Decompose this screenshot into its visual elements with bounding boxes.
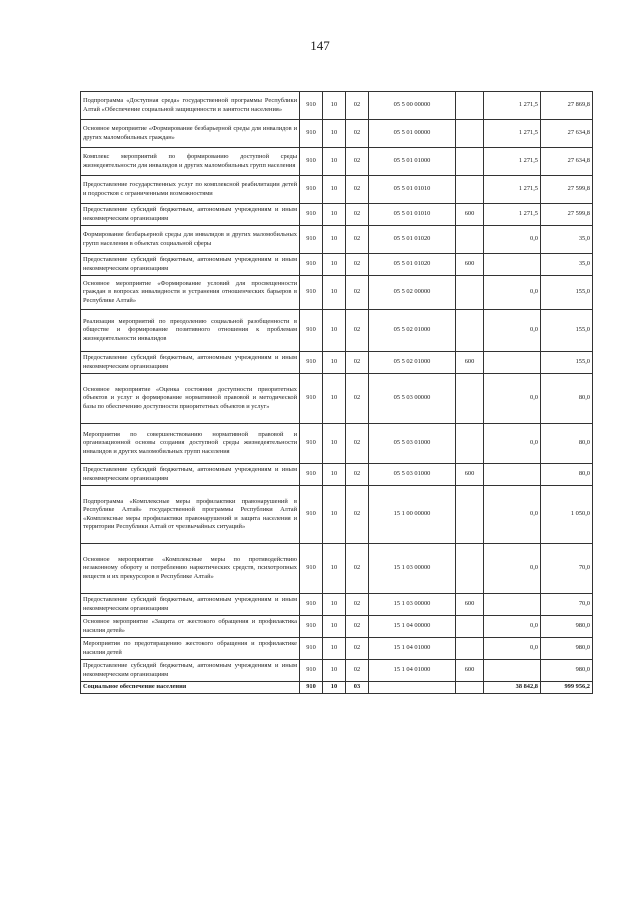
expense-type-cell (456, 310, 484, 352)
table-row (81, 660, 593, 682)
section-code-cell: 10 (323, 660, 346, 682)
ministry-code-cell: 910 (300, 544, 323, 594)
total-amount-cell: 155,0 (541, 276, 593, 310)
section-code-cell: 10 (323, 544, 346, 594)
ministry-code-cell: 910 (300, 226, 323, 254)
total-amount-cell: 80,0 (541, 464, 593, 486)
target-article-cell: 15 1 03 00000 (369, 594, 456, 616)
ministry-code-cell: 910 (300, 120, 323, 148)
total-amount-cell: 999 956,2 (541, 682, 593, 694)
page-number: 147 (310, 38, 330, 53)
subsection-code-cell: 02 (346, 276, 369, 310)
expense-type-cell (456, 92, 484, 120)
ministry-code-cell: 910 (300, 310, 323, 352)
table-row (81, 120, 593, 148)
subsection-code-cell: 02 (346, 148, 369, 176)
target-article-cell: 05 5 02 01000 (369, 310, 456, 352)
ministry-code-cell: 910 (300, 176, 323, 204)
total-amount-cell: 1 050,0 (541, 486, 593, 544)
table-row (81, 226, 593, 254)
section-code-cell: 10 (323, 424, 346, 464)
subsection-code-cell: 02 (346, 204, 369, 226)
target-article-cell: 15 1 04 01000 (369, 638, 456, 660)
target-article-cell: 05 5 01 00000 (369, 120, 456, 148)
total-amount-cell: 80,0 (541, 374, 593, 424)
change-amount-cell: 0,0 (484, 544, 541, 594)
section-code-cell: 10 (323, 92, 346, 120)
target-article-cell (369, 682, 456, 694)
target-article-cell: 05 5 01 01000 (369, 148, 456, 176)
subsection-code-cell: 02 (346, 310, 369, 352)
change-amount-cell: 1 271,5 (484, 176, 541, 204)
target-article-cell: 15 1 04 00000 (369, 616, 456, 638)
section-code-cell: 10 (323, 276, 346, 310)
ministry-code-cell: 910 (300, 374, 323, 424)
row-name-cell: Основное мероприятие «Защита от жестокого обращения и профилактика насилия детей» (81, 616, 300, 638)
section-code-cell: 10 (323, 254, 346, 276)
budget-table (80, 91, 593, 694)
change-amount-cell (484, 254, 541, 276)
subsection-code-cell: 02 (346, 176, 369, 204)
expense-type-cell: 600 (456, 352, 484, 374)
row-name-cell: Предоставление субсидий бюджетным, автономным учреждениям и иным некоммерческим организациям (81, 594, 300, 616)
table-row (81, 464, 593, 486)
expense-type-cell: 600 (456, 594, 484, 616)
change-amount-cell: 1 271,5 (484, 120, 541, 148)
row-name-cell: Основное мероприятие «Формирование условий для просвещенности граждан в вопросах инвалидности и устранения отношенческих барьеров в Республике Алтай» (81, 276, 300, 310)
target-article-cell: 15 1 00 00000 (369, 486, 456, 544)
section-code-cell: 10 (323, 352, 346, 374)
section-code-cell: 10 (323, 616, 346, 638)
expense-type-cell (456, 682, 484, 694)
row-name-cell: Социальное обеспечение населения (81, 682, 300, 694)
subsection-code-cell: 02 (346, 374, 369, 424)
row-name-cell: Основное мероприятие «Формирование безбарьерной среды для инвалидов и других маломобильных граждан» (81, 120, 300, 148)
total-amount-cell: 980,0 (541, 660, 593, 682)
change-amount-cell (484, 464, 541, 486)
total-amount-cell: 155,0 (541, 310, 593, 352)
row-name-cell: Подпрограмма «Комплексные меры профилактики правонарушений в Республике Алтай» государственной программы Республики Алтай «Комплексные меры профилактики правонарушений и защита населения и территории Республики Алтай от чрезвычайных ситуаций» (81, 486, 300, 544)
change-amount-cell: 0,0 (484, 616, 541, 638)
ministry-code-cell: 910 (300, 352, 323, 374)
table-total-row (81, 682, 593, 694)
ministry-code-cell: 910 (300, 594, 323, 616)
table-row (81, 176, 593, 204)
subsection-code-cell: 02 (346, 594, 369, 616)
change-amount-cell: 38 842,8 (484, 682, 541, 694)
expense-type-cell (456, 424, 484, 464)
section-code-cell: 10 (323, 226, 346, 254)
ministry-code-cell: 910 (300, 638, 323, 660)
target-article-cell: 15 1 04 01000 (369, 660, 456, 682)
subsection-code-cell: 02 (346, 226, 369, 254)
expense-type-cell (456, 176, 484, 204)
subsection-code-cell: 02 (346, 352, 369, 374)
target-article-cell: 05 5 01 01010 (369, 204, 456, 226)
ministry-code-cell: 910 (300, 464, 323, 486)
total-amount-cell: 27 869,8 (541, 92, 593, 120)
ministry-code-cell: 910 (300, 276, 323, 310)
change-amount-cell (484, 594, 541, 616)
subsection-code-cell: 02 (346, 486, 369, 544)
table-row (81, 310, 593, 352)
section-code-cell: 10 (323, 638, 346, 660)
subsection-code-cell: 02 (346, 92, 369, 120)
target-article-cell: 15 1 03 00000 (369, 544, 456, 594)
section-code-cell: 10 (323, 204, 346, 226)
change-amount-cell (484, 352, 541, 374)
table-row (81, 204, 593, 226)
table-row (81, 486, 593, 544)
expense-type-cell: 600 (456, 660, 484, 682)
change-amount-cell: 0,0 (484, 276, 541, 310)
section-code-cell: 10 (323, 486, 346, 544)
total-amount-cell: 980,0 (541, 638, 593, 660)
budget-table-body (81, 92, 593, 694)
expense-type-cell (456, 544, 484, 594)
total-amount-cell: 70,0 (541, 544, 593, 594)
table-row (81, 254, 593, 276)
ministry-code-cell: 910 (300, 92, 323, 120)
target-article-cell: 05 5 02 01000 (369, 352, 456, 374)
total-amount-cell: 70,0 (541, 594, 593, 616)
target-article-cell: 05 5 01 01020 (369, 254, 456, 276)
expense-type-cell (456, 374, 484, 424)
row-name-cell: Мероприятия по предотвращению жестокого обращения и профилактике насилия детей (81, 638, 300, 660)
expense-type-cell (456, 276, 484, 310)
table-row (81, 374, 593, 424)
change-amount-cell: 0,0 (484, 424, 541, 464)
row-name-cell: Предоставление субсидий бюджетным, автономным учреждениям и иным некоммерческим организациям (81, 254, 300, 276)
ministry-code-cell: 910 (300, 486, 323, 544)
total-amount-cell: 27 634,8 (541, 148, 593, 176)
subsection-code-cell: 02 (346, 254, 369, 276)
row-name-cell: Формирование безбарьерной среды для инвалидов и других маломобильных групп населения в объектах социальной сферы (81, 226, 300, 254)
expense-type-cell: 600 (456, 254, 484, 276)
section-code-cell: 10 (323, 148, 346, 176)
section-code-cell: 10 (323, 120, 346, 148)
total-amount-cell: 27 599,8 (541, 176, 593, 204)
total-amount-cell: 35,0 (541, 254, 593, 276)
expense-type-cell (456, 486, 484, 544)
table-row (81, 276, 593, 310)
subsection-code-cell: 02 (346, 616, 369, 638)
subsection-code-cell: 02 (346, 544, 369, 594)
target-article-cell: 05 5 00 00000 (369, 92, 456, 120)
row-name-cell: Предоставление государственных услуг по комплексной реабилитации детей и подростков с ограниченными возможностями (81, 176, 300, 204)
total-amount-cell: 80,0 (541, 424, 593, 464)
total-amount-cell: 155,0 (541, 352, 593, 374)
section-code-cell: 10 (323, 374, 346, 424)
row-name-cell: Предоставление субсидий бюджетным, автономным учреждениям и иным некоммерческим организациям (81, 464, 300, 486)
table-row (81, 594, 593, 616)
ministry-code-cell: 910 (300, 660, 323, 682)
row-name-cell: Подпрограмма «Доступная среда» государственной программы Республики Алтай «Обеспечение социальной защищенности и занятости населения» (81, 92, 300, 120)
table-row (81, 638, 593, 660)
total-amount-cell: 27 634,8 (541, 120, 593, 148)
table-row (81, 424, 593, 464)
row-name-cell: Мероприятия по совершенствованию нормативной правовой и организационной основы создания доступной среды жизнедеятельности инвалидов и других маломобильных групп населения (81, 424, 300, 464)
total-amount-cell: 27 599,8 (541, 204, 593, 226)
row-name-cell: Предоставление субсидий бюджетным, автономным учреждениям и иным некоммерческим организациям (81, 204, 300, 226)
table-row (81, 352, 593, 374)
subsection-code-cell: 02 (346, 424, 369, 464)
subsection-code-cell: 02 (346, 464, 369, 486)
change-amount-cell: 1 271,5 (484, 92, 541, 120)
row-name-cell: Предоставление субсидий бюджетным, автономным учреждениям и иным некоммерческим организациям (81, 660, 300, 682)
target-article-cell: 05 5 02 00000 (369, 276, 456, 310)
section-code-cell: 10 (323, 682, 346, 694)
expense-type-cell: 600 (456, 204, 484, 226)
subsection-code-cell: 02 (346, 120, 369, 148)
row-name-cell: Реализация мероприятий по преодолению социальной разобщенности в обществе и формирование позитивного отношения к проблемам жизнедеятельности инвалидов (81, 310, 300, 352)
expense-type-cell (456, 120, 484, 148)
subsection-code-cell: 02 (346, 638, 369, 660)
row-name-cell: Основное мероприятие «Комплексные меры по противодействию незаконному обороту и потреблению наркотических средств, психотропных веществ и их прекурсоров в Республике Алтай» (81, 544, 300, 594)
table-row (81, 544, 593, 594)
target-article-cell: 05 5 01 01020 (369, 226, 456, 254)
table-row (81, 616, 593, 638)
change-amount-cell: 0,0 (484, 226, 541, 254)
change-amount-cell: 0,0 (484, 638, 541, 660)
expense-type-cell (456, 148, 484, 176)
change-amount-cell (484, 660, 541, 682)
change-amount-cell: 0,0 (484, 310, 541, 352)
ministry-code-cell: 910 (300, 682, 323, 694)
section-code-cell: 10 (323, 464, 346, 486)
expense-type-cell (456, 616, 484, 638)
ministry-code-cell: 910 (300, 616, 323, 638)
section-code-cell: 10 (323, 176, 346, 204)
ministry-code-cell: 910 (300, 254, 323, 276)
target-article-cell: 05 5 03 01000 (369, 464, 456, 486)
total-amount-cell: 980,0 (541, 616, 593, 638)
target-article-cell: 05 5 01 01010 (369, 176, 456, 204)
expense-type-cell: 600 (456, 464, 484, 486)
change-amount-cell: 1 271,5 (484, 148, 541, 176)
row-name-cell: Комплекс мероприятий по формированию доступной среды жизнедеятельности для инвалидов и других маломобильных групп населения (81, 148, 300, 176)
subsection-code-cell: 02 (346, 660, 369, 682)
total-amount-cell: 35,0 (541, 226, 593, 254)
change-amount-cell: 0,0 (484, 374, 541, 424)
section-code-cell: 10 (323, 594, 346, 616)
row-name-cell: Предоставление субсидий бюджетным, автономным учреждениям и иным некоммерческим организациям (81, 352, 300, 374)
ministry-code-cell: 910 (300, 424, 323, 464)
ministry-code-cell: 910 (300, 204, 323, 226)
change-amount-cell: 1 271,5 (484, 204, 541, 226)
table-row (81, 148, 593, 176)
row-name-cell: Основное мероприятие «Оценка состояния доступности приоритетных объектов и услуг и формирование нормативной правовой и методической базы по обеспечению доступности приоритетных объектов и услуг» (81, 374, 300, 424)
target-article-cell: 05 5 03 01000 (369, 424, 456, 464)
expense-type-cell (456, 226, 484, 254)
expense-type-cell (456, 638, 484, 660)
change-amount-cell: 0,0 (484, 486, 541, 544)
table-row (81, 92, 593, 120)
target-article-cell: 05 5 03 00000 (369, 374, 456, 424)
ministry-code-cell: 910 (300, 148, 323, 176)
subsection-code-cell: 03 (346, 682, 369, 694)
section-code-cell: 10 (323, 310, 346, 352)
